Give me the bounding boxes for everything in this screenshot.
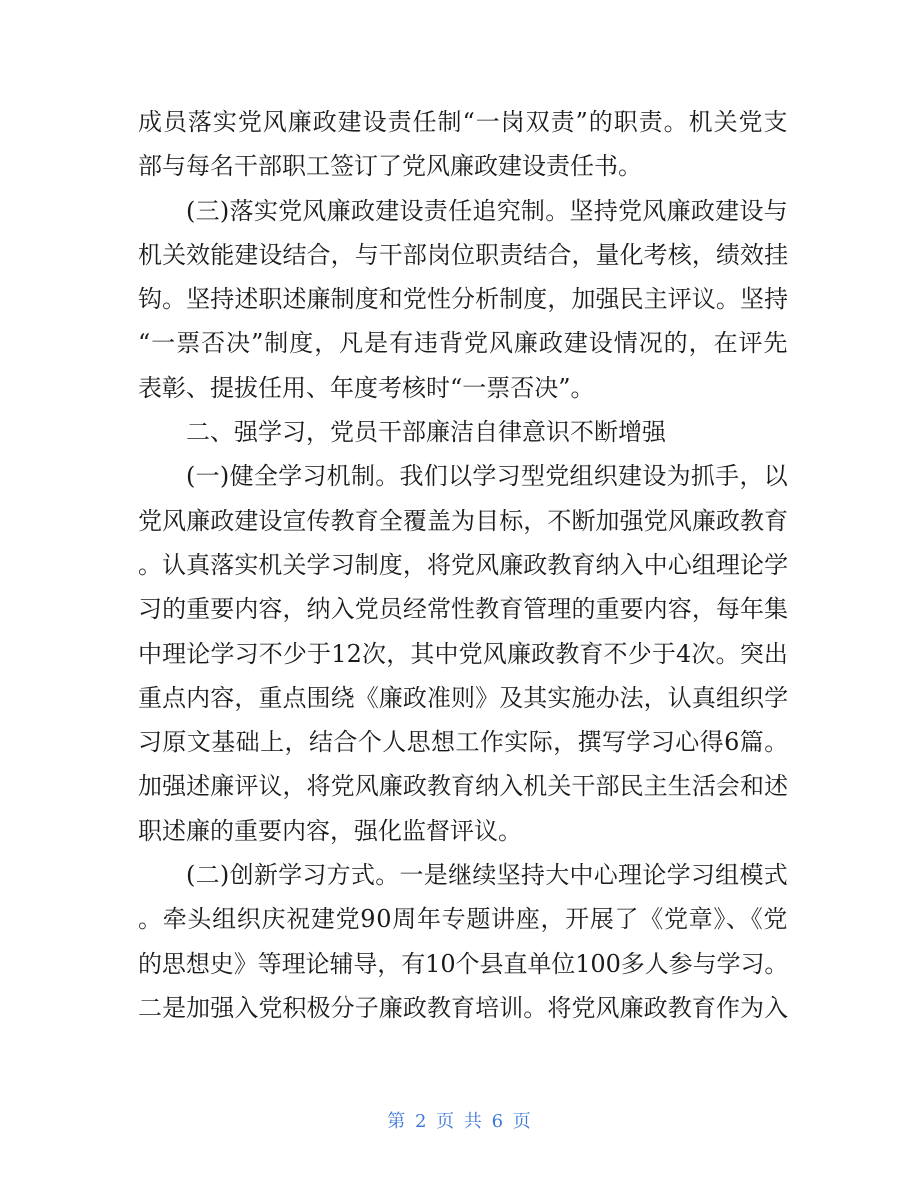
- text-line: 。认真落实机关学习制度，将党风廉政教育纳入中心组理论学: [138, 550, 789, 579]
- text-line: 二是加强入党积极分子廉政教育培训。将党风廉政教育作为入: [138, 993, 789, 1022]
- text-line: (三)落实党风廉政建设责任追究制。坚持党风廉政建设与: [186, 196, 789, 225]
- document-body: [138, 100, 788, 1030]
- text-line: 钩。坚持述职述廉制度和党性分析制度，加强民主评议。坚持: [138, 285, 789, 314]
- text-line: 党风廉政建设宣传教育全覆盖为目标，不断加强党风廉政教育: [138, 506, 789, 535]
- text-line: (一)健全学习机制。我们以学习型党组织建设为抓手，以: [186, 462, 789, 491]
- text-line: 的思想史》等理论辅导，有10个县直单位100多人参与学习。: [138, 949, 789, 978]
- text-line: 加强述廉评议，将党风廉政教育纳入机关干部民主生活会和述: [138, 772, 789, 801]
- text-line: 表彰、提拔任用、年度考核时“一票否决”。: [138, 373, 595, 402]
- text-line: 重点内容，重点围绕《廉政准则》及其实施办法，认真组织学: [138, 683, 789, 712]
- page-number-footer: 第 2 页 共 6 页: [387, 1111, 533, 1132]
- text-line: 。牵头组织庆祝建党90周年专题讲座，开展了《党章》、《党: [138, 905, 789, 934]
- text-line: 习原文基础上，结合个人思想工作实际，撰写学习心得6篇。: [138, 728, 789, 757]
- text-line: 职述廉的重要内容，强化监督评议。: [138, 816, 522, 845]
- text-line: 成员落实党风廉政建设责任制“一岗双责”的职责。机关党支: [138, 108, 789, 136]
- text-line: “一票否决”制度，凡是有违背党风廉政建设情况的，在评先: [138, 329, 789, 358]
- text-line: 部与每名干部职工签订了党风廉政建设责任书。: [138, 152, 642, 181]
- text-line: 机关效能建设结合，与干部岗位职责结合，量化考核，绩效挂: [138, 240, 789, 269]
- text-line: 中理论学习不少于12次，其中党风廉政教育不少于4次。突出: [138, 639, 789, 668]
- text-line: 习的重要内容，纳入党员经常性教育管理的重要内容，每年集: [138, 595, 789, 624]
- text-line: 二、强学习，党员干部廉洁自律意识不断增强: [186, 418, 666, 447]
- text-line: (二)创新学习方式。一是继续坚持大中心理论学习组模式: [186, 861, 789, 890]
